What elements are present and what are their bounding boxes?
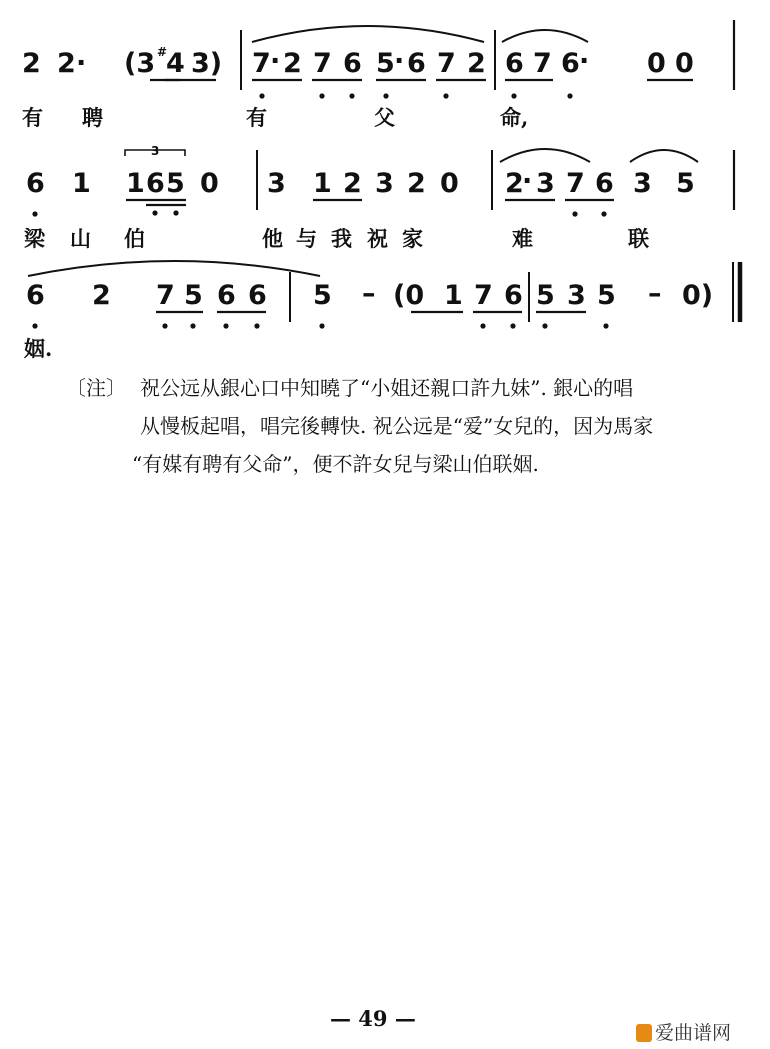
slur [28, 261, 320, 276]
note: 7 [474, 280, 493, 311]
music-note-icon [636, 1024, 652, 1042]
note: 6 [146, 168, 165, 199]
lyric: 难 [512, 226, 533, 251]
low-octave-dot [383, 93, 388, 98]
note: 6 [217, 280, 236, 311]
note: 7 [156, 280, 175, 311]
note: 2 [505, 168, 524, 199]
slur [500, 149, 590, 162]
score-line-2 [24, 144, 734, 251]
note: 1 [72, 168, 91, 199]
augmentation-dot: · [579, 46, 590, 77]
slur [252, 26, 484, 42]
lyric: 家 [402, 226, 423, 251]
note: 3 [536, 168, 555, 199]
low-octave-dot [511, 93, 516, 98]
lyric: 祝 [367, 226, 388, 251]
lyric: 联 [628, 226, 649, 251]
watermark [636, 1018, 768, 1046]
note: (3 [124, 48, 156, 79]
note-label: 〔注〕 [66, 376, 126, 400]
low-octave-dot [603, 323, 608, 328]
lyric: 聘 [82, 105, 103, 130]
lyric: 梁 [24, 226, 45, 251]
note: 6 [504, 280, 523, 311]
lyric: 父 [374, 105, 395, 130]
note: 7 [566, 168, 585, 199]
note: 2 [407, 168, 426, 199]
note-line: “有媒有聘有父命”，便不許女兒与梁山伯联姻. [132, 452, 539, 476]
note: 0 [647, 48, 666, 79]
augmentation-dot: · [270, 46, 281, 77]
sharp-sign: # [157, 45, 168, 59]
note: 5 [376, 48, 395, 79]
low-octave-dot [443, 93, 448, 98]
note: 0 [675, 48, 694, 79]
note-line: 祝公远从銀心口中知曉了“小姐还親口許九妹”. 銀心的唱 [140, 376, 634, 400]
slur [630, 150, 698, 162]
low-octave-dot [542, 323, 547, 328]
note: 7 [533, 48, 552, 79]
score-line-1 [22, 20, 734, 130]
note: 1 [444, 280, 463, 311]
note: 0 [440, 168, 459, 199]
note: 5 [166, 168, 185, 199]
low-octave-dot [567, 93, 572, 98]
note: 1 [126, 168, 145, 199]
low-octave-dot [349, 93, 354, 98]
note: 2 [283, 48, 302, 79]
note: 2 [22, 48, 41, 79]
note: 3 [267, 168, 286, 199]
note: 6 [26, 280, 45, 311]
lyric: 与 [296, 226, 317, 251]
note: 5 [536, 280, 555, 311]
lyric: 姻. [24, 336, 53, 360]
lyric: 山 [70, 226, 91, 251]
note: 7 [313, 48, 332, 79]
low-octave-dot [480, 323, 485, 328]
low-octave-dot [173, 210, 178, 215]
note: 6 [26, 168, 45, 199]
lyric: 有 [246, 105, 267, 130]
low-octave-dot [319, 93, 324, 98]
note: 3 [567, 280, 586, 311]
low-octave-dot [32, 323, 37, 328]
note: 5 [184, 280, 203, 311]
low-octave-dot [32, 211, 37, 216]
note: 7 [437, 48, 456, 79]
low-octave-dot [190, 323, 195, 328]
note: (0 [393, 280, 425, 311]
note: 3) [191, 48, 223, 79]
note: 5 [676, 168, 695, 199]
augmentation-dot: · [394, 46, 405, 77]
low-octave-dot [319, 323, 324, 328]
note: 6 [248, 280, 267, 311]
jianpu-score [0, 0, 770, 360]
lyric: 我 [331, 226, 352, 251]
low-octave-dot [572, 211, 577, 216]
low-octave-dot [601, 211, 606, 216]
lyric: 他 [262, 226, 283, 251]
low-octave-dot [259, 93, 264, 98]
lyric: 命, [500, 105, 529, 130]
note: 6 [407, 48, 426, 79]
note: 6 [595, 168, 614, 199]
note: 6 [561, 48, 580, 79]
augmentation-dot: · [522, 166, 533, 197]
watermark-text: 爱曲谱网 [655, 1022, 732, 1044]
note: 2 [57, 48, 76, 79]
lyric: 伯 [124, 226, 145, 251]
augmentation-dot: · [76, 48, 87, 79]
note: 2 [343, 168, 362, 199]
low-octave-dot [162, 323, 167, 328]
lyric: 有 [22, 105, 43, 130]
low-octave-dot [254, 323, 259, 328]
score-line-3 [24, 261, 740, 360]
tuplet-number: 3 [151, 144, 160, 158]
low-octave-dot [223, 323, 228, 328]
low-octave-dot [152, 210, 157, 215]
note: 2 [92, 280, 111, 311]
note: 6 [343, 48, 362, 79]
note: 3 [633, 168, 652, 199]
note: 2 [467, 48, 486, 79]
low-octave-dot [510, 323, 515, 328]
note: 0 [200, 168, 219, 199]
note: 6 [505, 48, 524, 79]
note: 3 [375, 168, 394, 199]
dash: – [648, 278, 662, 309]
note: 7 [252, 48, 271, 79]
note-line: 从慢板起唱，唱完後轉快. 祝公远是“爱”女兒的，因为馬家 [140, 414, 654, 438]
dash: – [362, 278, 376, 309]
note: 0) [682, 280, 714, 311]
note: 5 [597, 280, 616, 311]
note: 5 [313, 280, 332, 311]
page-number: — 49 — [330, 1006, 416, 1031]
note: 4 [166, 48, 185, 79]
slur [502, 30, 588, 42]
note: 1 [313, 168, 332, 199]
